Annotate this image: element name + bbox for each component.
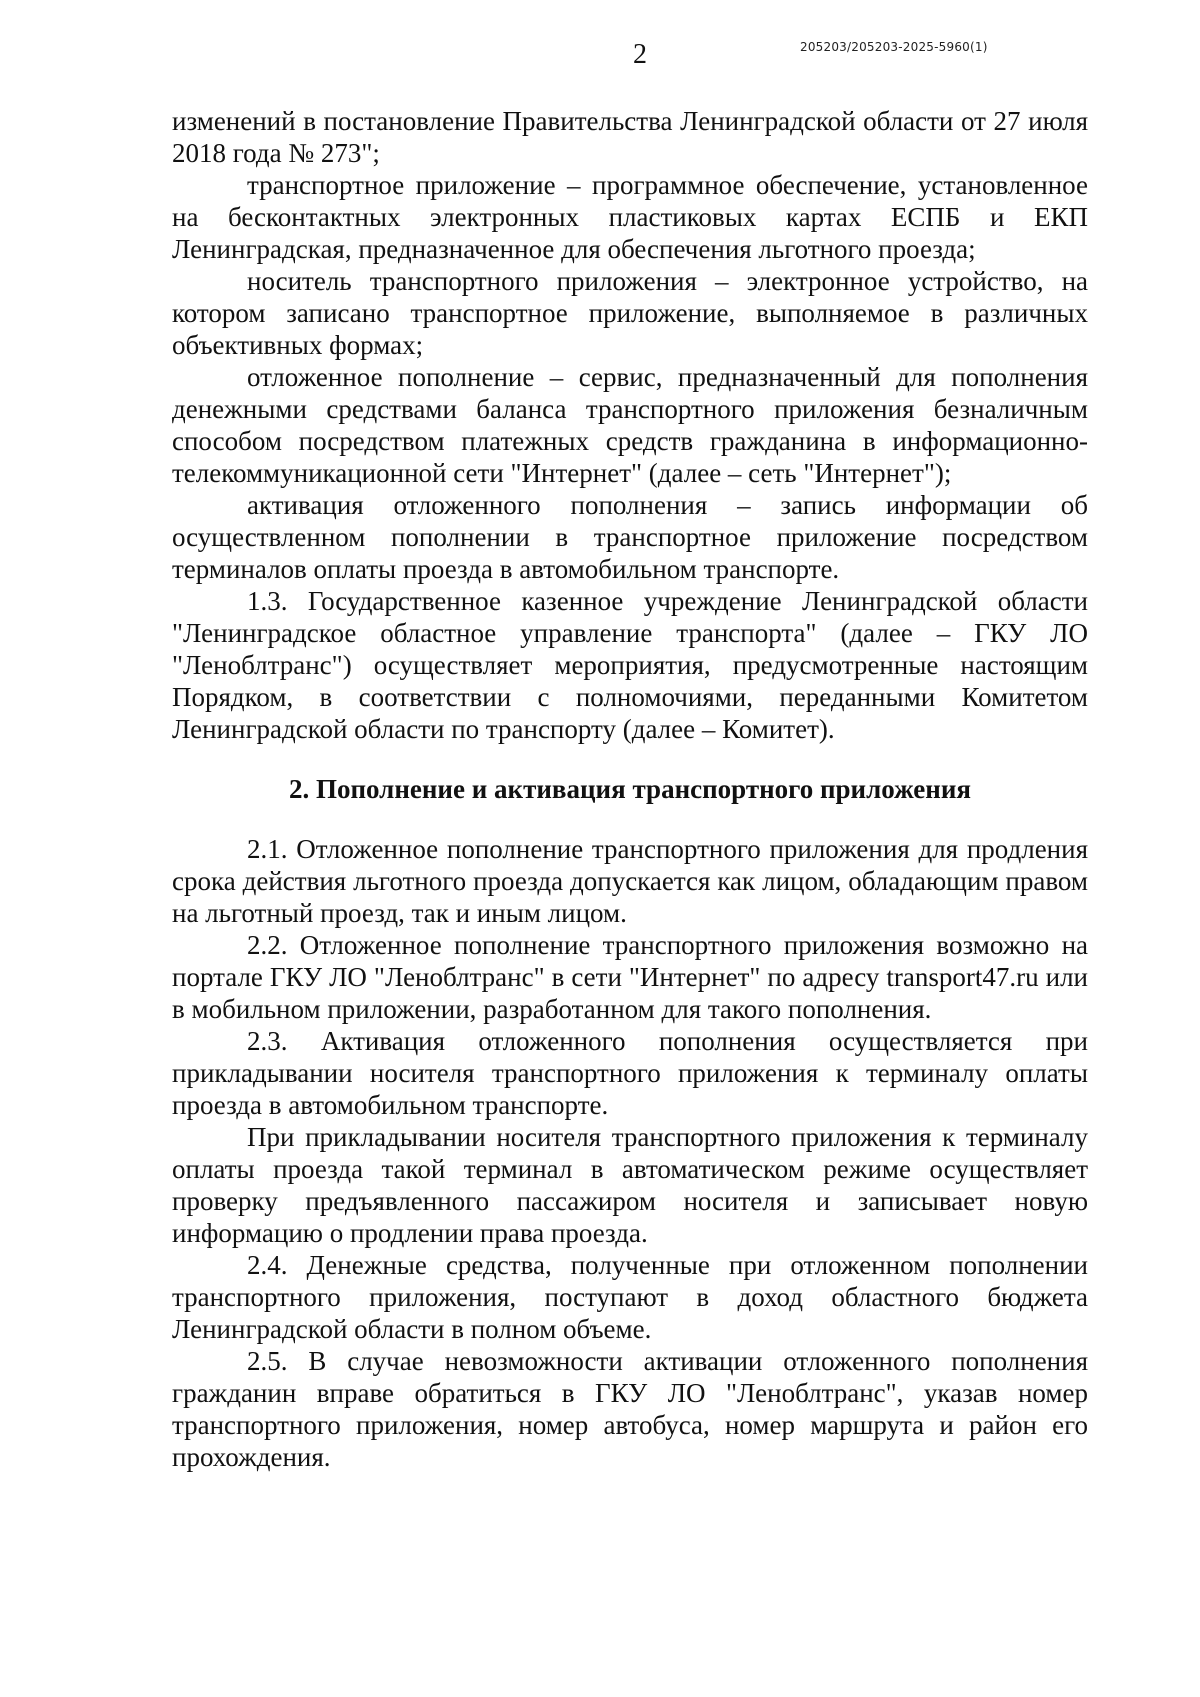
- page-number: 2: [633, 39, 647, 70]
- clause-2-5: 2.5. В случае невозможности активации отложенного пополнения гражданин вправе обратиться в ГКУ ЛО "Леноблтранс", указав номер транспортного приложения, номер автобуса, номер маршрута и район его прохождения.: [172, 1346, 1088, 1472]
- definition-activation: активация отложенного пополнения – запись информации об осуществленном пополнении в транспортное приложение посредством терминалов оплаты проезда в автомобильном транспорте.: [172, 490, 1088, 584]
- definition-application-carrier: носитель транспортного приложения – электронное устройство, на котором записано транспортное приложение, выполняемое в различных объективных формах;: [172, 266, 1088, 360]
- clause-2-4: 2.4. Денежные средства, полученные при отложенном пополнении транспортного приложения, поступают в доход областного бюджета Ленинградской области в полном объеме.: [172, 1250, 1088, 1344]
- clause-1-3: 1.3. Государственное казенное учреждение Ленинградской области "Ленинградское областное управление транспорта" (далее – ГКУ ЛО "Леноблтранс") осуществляет мероприятия, предусмотренные настоящим Порядком, в соответствии с полномочиями, переданными Комитетом Ленинградской области по транспорту (далее – Комитет).: [172, 586, 1088, 744]
- definition-transport-application: транспортное приложение – программное обеспечение, установленное на бесконтактных электронных пластиковых картах ЕСПБ и ЕКП Ленинградская, предназначенное для обеспечения льготного проезда;: [172, 170, 1088, 264]
- section-2-heading: 2. Пополнение и активация транспортного приложения: [288, 774, 972, 804]
- document-body: [172, 105, 1088, 1473]
- paragraph-continuation: изменений в постановление Правительства Ленинградской области от 27 июля 2018 года № 273";: [172, 106, 1088, 168]
- definition-deferred-top-up: отложенное пополнение – сервис, предназначенный для пополнения денежными средствами баланса транспортного приложения безналичным способом посредством платежных средств гражданина в информационно-телекоммуникационной сети "Интернет" (далее – сеть "Интернет");: [172, 362, 1088, 488]
- clause-2-1: 2.1. Отложенное пополнение транспортного приложения для продления срока действия льготного проезда допускается как лицом, обладающим правом на льготный проезд, так и иным лицом.: [172, 834, 1088, 928]
- clause-2-3: 2.3. Активация отложенного пополнения осуществляется при прикладывании носителя транспортного приложения к терминалу оплаты проезда в автомобильном транспорте.: [172, 1026, 1088, 1120]
- document-id: 205203/205203-2025-5960(1): [800, 40, 988, 54]
- clause-2-2: 2.2. Отложенное пополнение транспортного приложения возможно на портале ГКУ ЛО "Леноблтранс" в сети "Интернет" по адресу transport47.ru или в мобильном приложении, разработанном для такого пополнения.: [172, 930, 1088, 1024]
- clause-2-3-continuation: При прикладывании носителя транспортного приложения к терминалу оплаты проезда такой терминал в автоматическом режиме осуществляет проверку предъявленного пассажиром носителя и записывает новую информацию о продлении права проезда.: [172, 1122, 1088, 1248]
